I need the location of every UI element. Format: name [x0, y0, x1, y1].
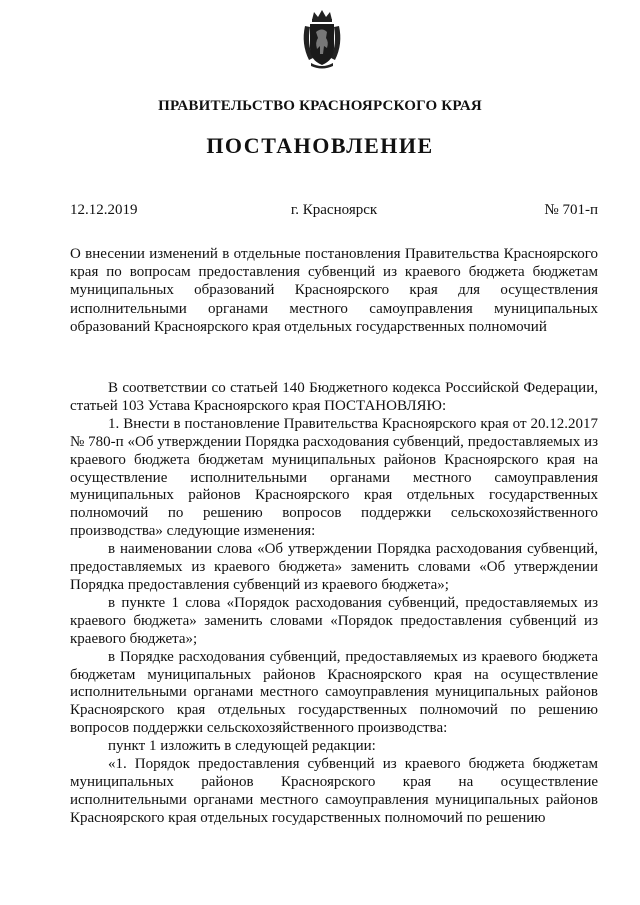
paragraph: пункт 1 изложить в следующей редакции:: [108, 738, 376, 755]
document-type-title: ПОСТАНОВЛЕНИЕ: [206, 133, 434, 158]
document-meta: [70, 202, 598, 222]
document-date: 12.12.2019: [70, 202, 138, 218]
paragraph: в Порядке расходования субвенций, предоставляемых из краевого бюджета бюджетам муниципальных районов Красноярского края на осуществление исполнительными органами местного самоуправления муниципальных районов Красноярского края отдельных государственных полномочий по решению вопросов поддержки сельскохозяйственного производства:: [70, 648, 598, 737]
paragraph: в наименовании слова «Об утверждении Порядка расходования субвенций, предоставляемых из краевого бюджета» заменить словами «Об утверждении Порядка предоставления субвенций из краевого бюджета»;: [70, 541, 598, 593]
document-subject: О внесении изменений в отдельные постановления Правительства Красноярского края по вопросам предоставления субвенций из краевого бюджета бюджетам муниципальных образований Красноярского края для осуществления исполнительными органами местного самоуправления муниципальных образований Красноярского края отдельных государственных полномочий: [70, 246, 598, 335]
government-title: ПРАВИТЕЛЬСТВО КРАСНОЯРСКОГО КРАЯ: [158, 98, 482, 114]
coat-of-arms-icon: [299, 8, 345, 70]
paragraph: в пункте 1 слова «Порядок расходования субвенций, предоставляемых из краевого бюджета» заменить словами «Порядок предоставления субвенций из краевого бюджета»;: [70, 594, 598, 647]
paragraph: В соответствии со статьей 140 Бюджетного кодекса Российской Федерации, статьей 103 Устава Красноярского края ПОСТАНОВЛЯЮ:: [70, 380, 598, 414]
paragraph: «1. Порядок предоставления субвенций из краевого бюджета бюджетам муниципальных районов Красноярского края на осуществление исполнительными органами местного самоуправления муниципальных районов Красноярского края отдельных государственных полномочий по решению: [70, 756, 598, 826]
document-number: № 701-п: [544, 202, 598, 218]
document-city: г. Красноярск: [290, 202, 378, 218]
document-body: [70, 380, 598, 828]
paragraph: 1. Внести в постановление Правительства Красноярского края от 20.12.2017 № 780-п «Об утверждении Порядка расходования субвенций, предоставляемых из краевого бюджета бюджетам муниципальных районов Красноярского края на осуществление исполнительными органами местного самоуправления муниципальных районов Красноярского края отдельных государственных полномочий по решению вопросов поддержки сельскохозяйственного производства» следующие изменения:: [70, 415, 598, 540]
